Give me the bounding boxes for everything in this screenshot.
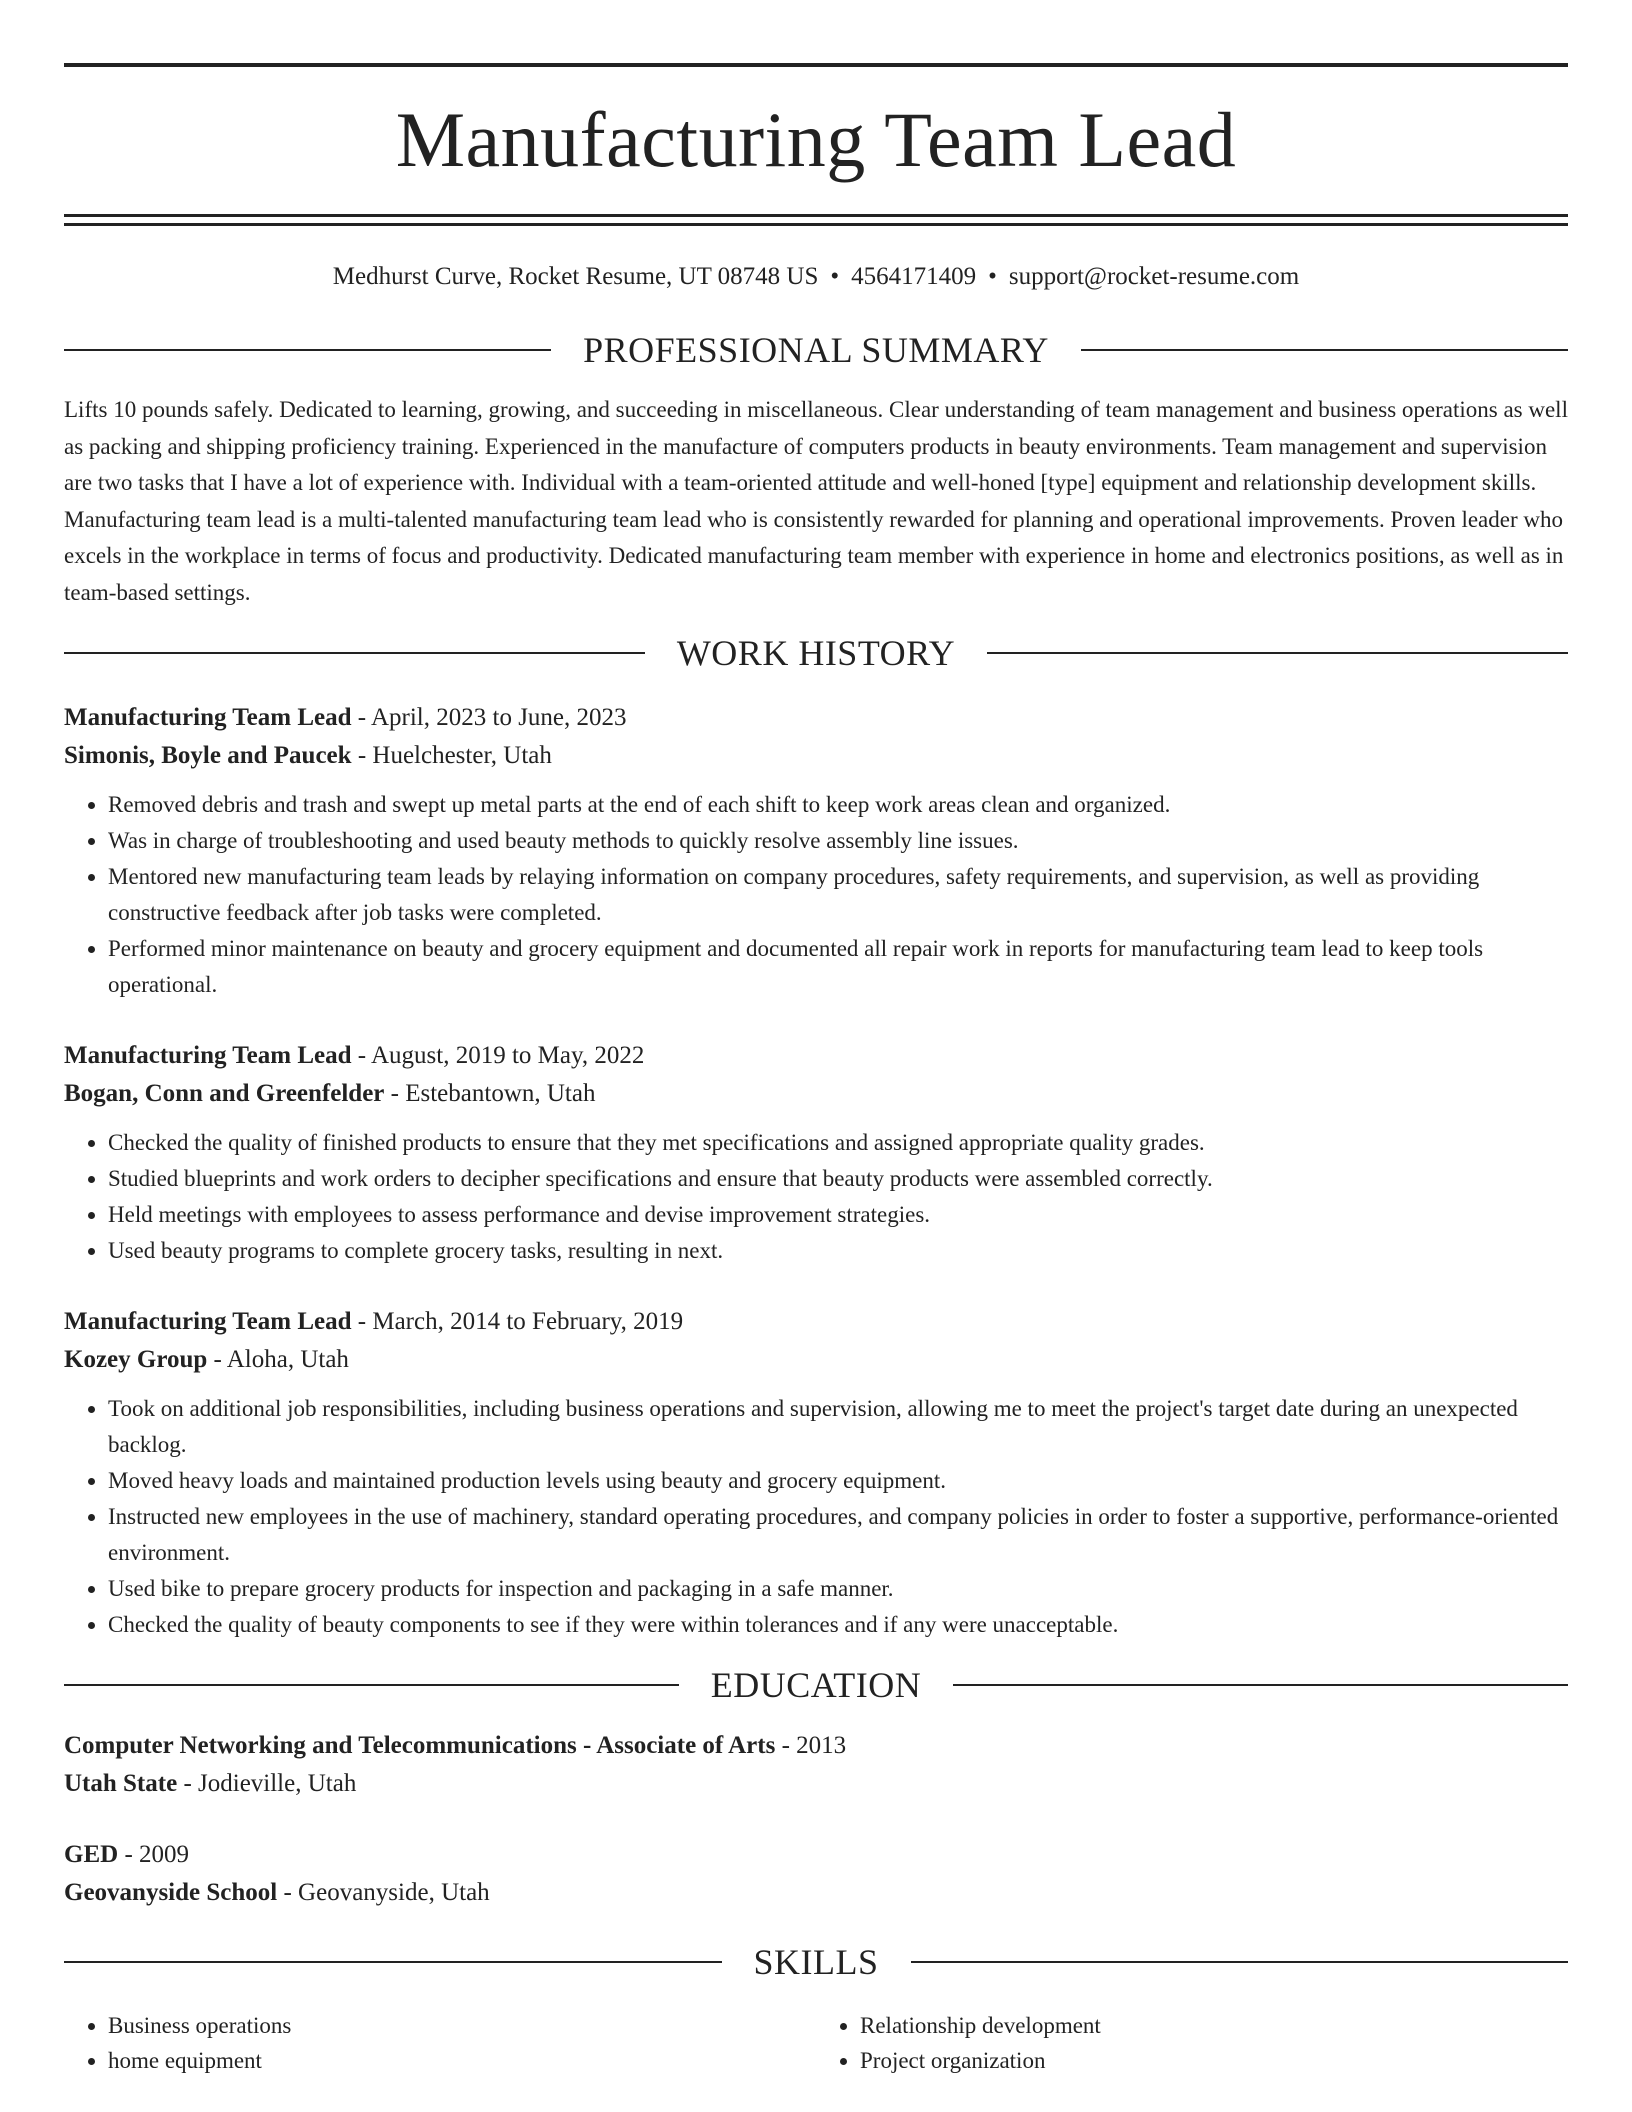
job-dates: - August, 2019 to May, 2022 [351, 1042, 645, 1069]
list-item: • Mentored new manufacturing team leads by relaying information on company procedures, safety requirements, and supervision, as well as providing constructive feedback after job tasks were completed. [108, 859, 1568, 931]
skill-item: • Project organization [860, 2043, 1568, 2078]
job-location: - Estebantown, Utah [384, 1080, 596, 1107]
job-location: - Aloha, Utah [207, 1346, 349, 1373]
heading-rule-right [911, 1961, 1569, 1963]
education-year: - 2013 [775, 1732, 847, 1759]
double-rule [64, 214, 1568, 226]
resume-name: Manufacturing Team Lead [395, 96, 1237, 183]
list-item: • Held meetings with employees to assess performance and devise improvement strategies. [108, 1197, 1568, 1233]
job-location: - Huelchester, Utah [351, 742, 552, 769]
education-degree-line [64, 1836, 1568, 1874]
education-school-line [64, 1874, 1568, 1912]
section-title-work: WORK HISTORY [676, 633, 956, 673]
contact-separator: • [830, 263, 840, 290]
skill-item: • home equipment [108, 2043, 816, 2078]
education-school-line [64, 1765, 1568, 1803]
list-item: • Took on additional job responsibilities, including business operations and supervision, allowing me to meet the project's target date during an unexpected backlog. [108, 1391, 1568, 1463]
resume-page [64, 0, 1568, 2078]
section-title-skills: SKILLS [753, 1942, 879, 1982]
list-item: • Used beauty programs to complete grocery tasks, resulting in next. [108, 1233, 1568, 1269]
job-title-line [64, 1303, 1568, 1341]
education-year: - 2009 [118, 1841, 190, 1868]
section-title-education: EDUCATION [710, 1665, 922, 1705]
education-entry [64, 1727, 1568, 1803]
job-title: Manufacturing Team Lead [64, 1042, 352, 1069]
list-item: • Instructed new employees in the use of machinery, standard operating procedures, and company policies in order to foster a supportive, performance-oriented environment. [108, 1499, 1568, 1571]
job-bullets [64, 787, 1568, 1003]
contact-phone: 4564171409 [851, 263, 977, 290]
heading-rule-left [64, 349, 551, 351]
skills-column-left [64, 2008, 816, 2078]
list-item: • Was in charge of troubleshooting and used beauty methods to quickly resolve assembly line issues. [108, 823, 1568, 859]
job-title: Manufacturing Team Lead [64, 704, 352, 731]
list-item: • Removed debris and trash and swept up metal parts at the end of each shift to keep work areas clean and organized. [108, 787, 1568, 823]
job-company-line [64, 737, 1568, 775]
skill-item: • Business operations [108, 2008, 816, 2043]
education-degree: GED [64, 1841, 119, 1868]
section-heading-education [64, 1665, 1568, 1705]
contact-line [64, 262, 1568, 292]
section-heading-work [64, 633, 1568, 673]
education-school: Geovanyside School [64, 1879, 278, 1906]
list-item: • Checked the quality of finished products to ensure that they met specifications and assigned appropriate quality grades. [108, 1125, 1568, 1161]
education-school: Utah State [64, 1770, 178, 1797]
education-location: - Jodieville, Utah [177, 1770, 357, 1797]
education-degree-line [64, 1727, 1568, 1765]
list-item: • Checked the quality of beauty components to see if they were within tolerances and if any were unacceptable. [108, 1607, 1568, 1643]
contact-address: Medhurst Curve, Rocket Resume, UT 08748 US [332, 263, 819, 290]
job-entry [64, 1303, 1568, 1643]
job-company: Bogan, Conn and Greenfelder [64, 1080, 385, 1107]
heading-rule-right [953, 1684, 1568, 1686]
skill-item: • Relationship development [860, 2008, 1568, 2043]
skills-list [64, 2008, 1568, 2078]
heading-rule-right [1081, 349, 1568, 351]
job-title-line [64, 699, 1568, 737]
job-title-line [64, 1037, 1568, 1075]
education-location: - Geovanyside, Utah [277, 1879, 490, 1906]
job-title: Manufacturing Team Lead [64, 1308, 352, 1335]
section-heading-skills [64, 1942, 1568, 1982]
list-item: • Performed minor maintenance on beauty and grocery equipment and documented all repair work in reports for manufacturing team lead to keep tools operational. [108, 931, 1568, 1003]
job-bullets [64, 1125, 1568, 1269]
job-dates: - April, 2023 to June, 2023 [351, 704, 627, 731]
job-company-line [64, 1341, 1568, 1379]
list-item: • Used bike to prepare grocery products for inspection and packaging in a safe manner. [108, 1571, 1568, 1607]
job-company: Simonis, Boyle and Paucek [64, 742, 352, 769]
job-company: Kozey Group [64, 1346, 208, 1373]
job-entry [64, 699, 1568, 1003]
heading-rule-right [987, 652, 1568, 654]
list-item: • Studied blueprints and work orders to decipher specifications and ensure that beauty products were assembled correctly. [108, 1161, 1568, 1197]
job-dates: - March, 2014 to February, 2019 [351, 1308, 684, 1335]
job-bullets [64, 1391, 1568, 1643]
job-entry [64, 1037, 1568, 1269]
skills-column-right [816, 2008, 1568, 2078]
contact-separator: • [988, 263, 997, 290]
top-rule [64, 63, 1568, 67]
section-heading-summary [64, 330, 1568, 370]
education-entry [64, 1836, 1568, 1912]
section-title-summary: PROFESSIONAL SUMMARY [583, 330, 1049, 370]
heading-rule-left [64, 1961, 722, 1963]
heading-rule-left [64, 1684, 679, 1686]
summary-text: Lifts 10 pounds safely. Dedicated to learning, growing, and succeeding in miscellaneous. Clear understanding of team management and business operations as well as packing and shipping proficiency training. Experienced in the manufacture of computers products in beauty environments. Team management and supervision are two tasks that I have a lot of experience with. Individual with a team-oriented attitude and well-honed [type] equipment and relationship development skills. Manufacturing team lead is a multi-talented manufacturing team lead who is consistently rewarded for planning and operational improvements. Proven leader who excels in the workplace in terms of focus and productivity. Dedicated manufacturing team member with experience in home and electronics positions, as well as in team-based settings. [64, 397, 1568, 605]
job-company-line [64, 1075, 1568, 1113]
heading-rule-left [64, 652, 645, 654]
list-item: • Moved heavy loads and maintained production levels using beauty and grocery equipment. [108, 1463, 1568, 1499]
education-degree: Computer Networking and Telecommunications - Associate of Arts [64, 1732, 776, 1759]
contact-email: support@rocket-resume.com [1008, 263, 1300, 290]
